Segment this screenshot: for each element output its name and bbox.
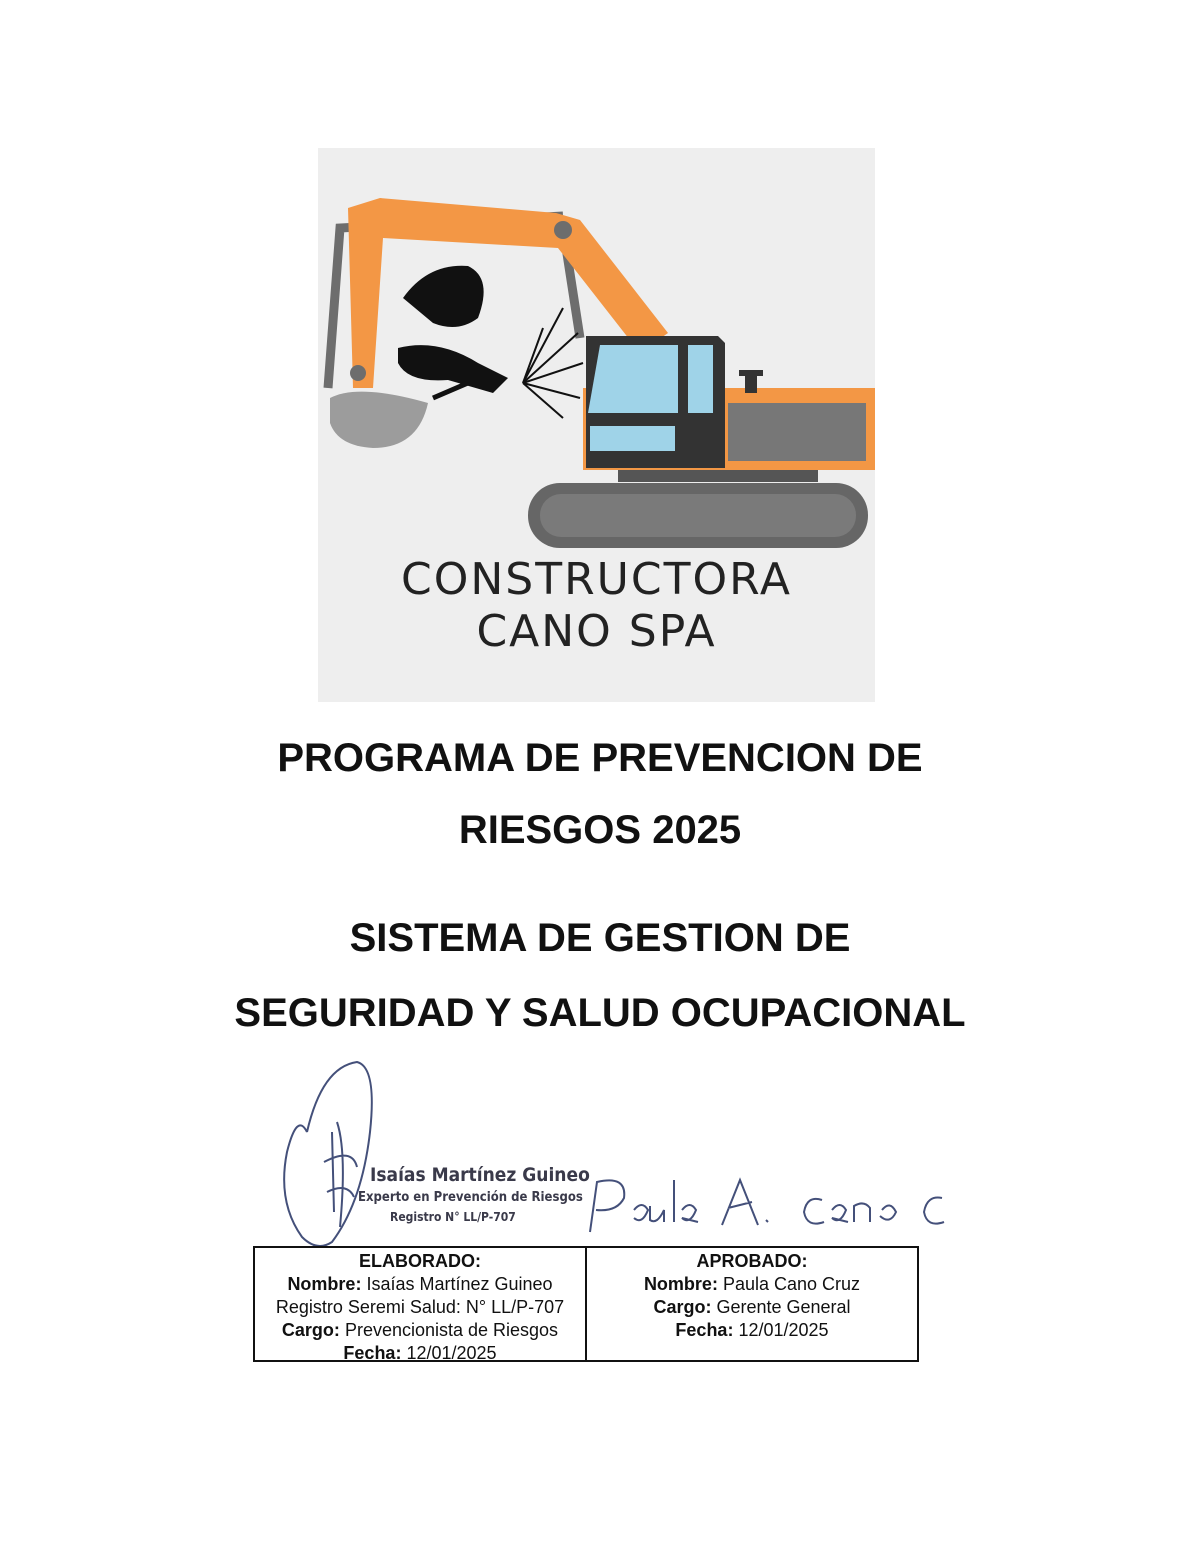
signature-area — [262, 1052, 982, 1252]
aprobado-cell — [585, 1248, 917, 1360]
elaborado-cargo-label: Cargo: — [281, 1320, 340, 1340]
elaborado-header: ELABORADO: — [359, 1251, 481, 1271]
aprobado-header: APROBADO: — [696, 1251, 808, 1271]
elaborado-cargo: Prevencionista de Riesgos — [344, 1320, 559, 1340]
aprobado-cargo: Gerente General — [716, 1297, 851, 1317]
logo-text-line2: CANO SPA — [476, 606, 717, 657]
document-title-line1: PROGRAMA DE PREVENCION DE — [277, 736, 923, 780]
elaborado-nombre: Isaías Martínez Guineo — [366, 1274, 553, 1294]
document-title-line2: RIESGOS 2025 — [458, 808, 742, 852]
handwritten-signature-2 — [582, 1170, 982, 1250]
company-logo — [318, 148, 875, 702]
elaborado-nombre-label: Nombre: — [287, 1274, 362, 1294]
elaborado-registro: Registro Seremi Salud: N° LL/P-707 — [275, 1297, 565, 1317]
elaborado-cell — [255, 1248, 585, 1363]
approval-table — [253, 1246, 919, 1362]
document-subtitle-line1: SISTEMA DE GESTION DE — [349, 916, 851, 960]
aprobado-fecha-label: Fecha: — [675, 1320, 734, 1340]
aprobado-cargo-label: Cargo: — [653, 1297, 712, 1317]
document-subtitle-line2: SEGURIDAD Y SALUD OCUPACIONAL — [234, 991, 966, 1035]
aprobado-nombre: Paula Cano Cruz — [722, 1274, 861, 1294]
elaborado-fecha: 12/01/2025 — [406, 1343, 497, 1363]
stamp-name: Isaías Martínez Guineo — [370, 1164, 590, 1186]
stamp-registry: Registro N° LL/P-707 — [390, 1210, 516, 1224]
stamp-role: Experto en Prevención de Riesgos — [358, 1190, 583, 1205]
elaborado-fecha-label: Fecha: — [343, 1343, 402, 1363]
aprobado-fecha: 12/01/2025 — [738, 1320, 829, 1340]
aprobado-nombre-label: Nombre: — [643, 1274, 718, 1294]
logo-text-line1: CONSTRUCTORA — [401, 554, 792, 605]
